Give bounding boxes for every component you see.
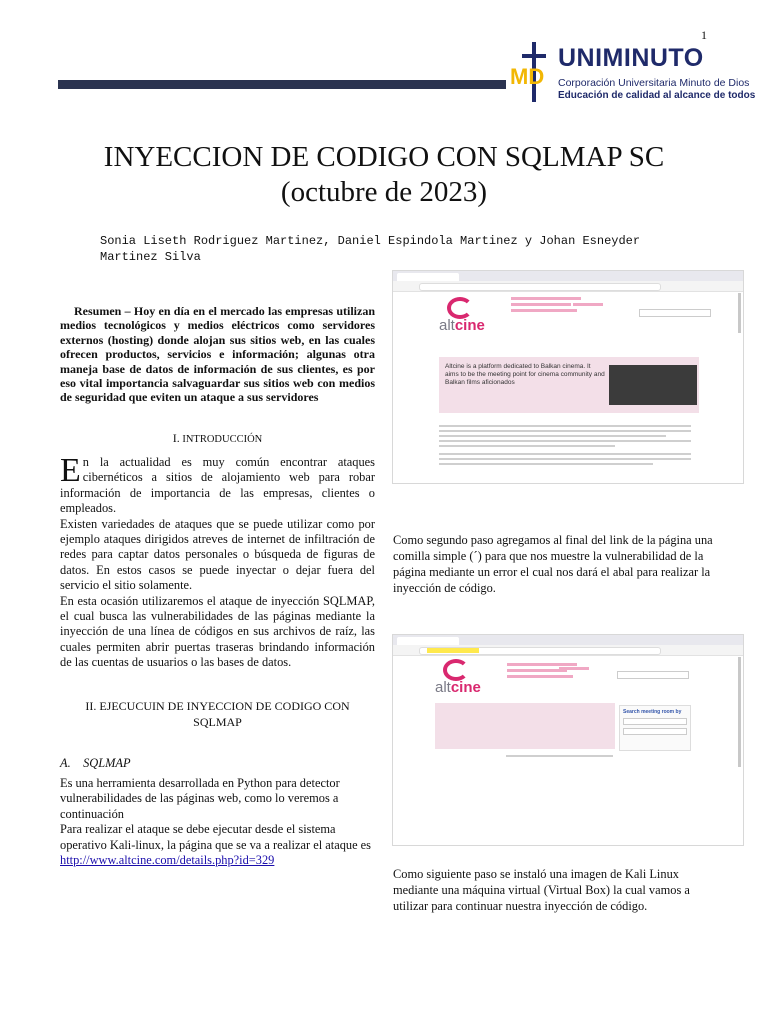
sqlmap-paragraph-2	[60, 822, 375, 868]
section-2-title: EJECUCUIN DE INYECCION DE CODIGO CON SQLMAP	[99, 699, 350, 729]
subsection-a-heading	[60, 756, 375, 771]
browser-tab-bar	[393, 271, 743, 281]
altcine-banner	[439, 357, 699, 413]
nav-item	[507, 675, 573, 678]
section-1-numeral: I.	[172, 431, 180, 445]
browser-url-bar	[393, 645, 743, 656]
sqlmap-paragraph-2-text: Para realizar el ataque se debe ejecutar desde el sistema operativo Kali-linux, la página que se va a realizar el ataque es	[60, 822, 372, 852]
md-monogram-icon	[508, 40, 558, 106]
section-2-numeral: II.	[85, 699, 97, 713]
browser-tab-bar	[393, 635, 743, 645]
sqlmap-paragraph-1: Es una herramienta desarrollada en Python para detector vulnerabilidades de las páginas web, como lo veremos a continuación	[60, 776, 340, 821]
scrollbar	[738, 293, 741, 333]
title-line-2: (octubre de 2023)	[280, 176, 488, 208]
nav-item	[507, 669, 567, 672]
nav-item	[511, 303, 571, 306]
side-box-title: Search meeting room by	[623, 709, 682, 715]
logo-suffix: cine	[454, 317, 485, 334]
dropcap: E	[60, 452, 81, 489]
browser-url-bar	[393, 281, 743, 292]
nav-item	[511, 309, 577, 312]
banner-text: Altcine is a platform dedicated to Balkan cinema. It aims to be the meeting point for cinema community and Balkan films aficionados	[445, 363, 605, 386]
header-rule	[58, 80, 506, 89]
highlighted-url	[427, 648, 479, 653]
meeting-room-search-box	[619, 705, 691, 751]
intro-paragraph-3: En esta ocasión utilizaremos el ataque de inyección SQLMAP, el cual busca las vulnerabilidades de las páginas mediante la inyección de una línea de códigos en sus archivos de raíz, las cuales permiten abrir puertas traseras brindando información de las cuentas de usuarios o las bases de datos.	[60, 593, 375, 670]
browser-screenshot-1	[392, 270, 744, 484]
altcine-banner	[435, 703, 615, 749]
body-text-lines	[439, 425, 691, 468]
logo-prefix: alt	[439, 317, 455, 334]
section-1-title: INTRODUCCIÓN	[182, 434, 263, 445]
logo-prefix: alt	[435, 679, 451, 696]
altcine-link[interactable]: http://www.altcine.com/details.php?id=329	[60, 853, 275, 868]
authors: Sonia Liseth Rodriguez Martinez, Daniel Espindola Martinez y Johan Esneyder Martinez Silva	[100, 234, 641, 264]
nav-item	[573, 303, 603, 306]
browser-screenshot-2	[392, 634, 744, 846]
tagline: Educación de calidad al alcance de todos	[558, 90, 756, 101]
corporation-name: Corporación Universitaria Minuto de Dios	[558, 77, 750, 89]
body-text-lines	[435, 755, 613, 760]
abstract: Resumen – Hoy en día en el mercado las empresas utilizan medios tecnológicos y medios eléctricos como servidores externos (hosting) donde alojan sus sitios web, en las cuales ofrecen productos, servicios e información; algunas otra maneja base de datos de información de sus clientes, es por eso vital importancia salvaguardar sus sitios web con medios de seguridad que eviten un ataque a sus servidores	[60, 304, 375, 405]
nav-item	[511, 297, 581, 300]
nav-item	[559, 667, 589, 670]
section-2-heading	[60, 698, 375, 730]
intro-paragraph-2: Existen variedades de ataques que se puede utilizar como por ejemplo ataques dirigidos atreves de internet de infiltración de redes para captar datos personales o búsqueda de figuras de datos. En estos casos se puede inyectar o dejar fuera del servicio el sitio solamente.	[60, 516, 375, 593]
banner-thumbnail	[609, 365, 697, 405]
scrollbar	[738, 657, 741, 767]
intro-paragraph-1: n la actualidad es muy común encontrar ataques cibernéticos a sitios de alojamiento web para robar información de importancia de las empresas, clientes o empleados.	[60, 455, 375, 516]
introduction-text	[60, 452, 375, 671]
subsection-a-title: SQLMAP	[83, 756, 131, 770]
step-3-text: Como siguiente paso se instaló una imagen de Kali Linux mediante una máquina virtual (Virtual Box) la cual vamos a utilizar para continuar nuestra inyección de código.	[393, 867, 690, 913]
nav-item	[507, 663, 577, 666]
search-input	[617, 671, 689, 679]
step-2-text: Como segundo paso agregamos al final del link de la página una comilla simple (´) para que nos muestre la vulnerabilidad de la página mediante un error el cual nos dará el abal para realizar la inyección de código.	[393, 533, 713, 595]
altcine-logo	[439, 317, 485, 334]
monogram-text: MD	[510, 64, 545, 89]
brand-name: UNIMINUTO	[558, 44, 704, 72]
uniminuto-logo	[508, 40, 756, 108]
logo-suffix: cine	[450, 679, 481, 696]
subsection-a-letter: A.	[60, 756, 71, 770]
sqlmap-text	[60, 776, 375, 868]
altcine-logo	[435, 679, 481, 696]
search-input	[639, 309, 711, 317]
title-line-1: INYECCION DE CODIGO CON SQLMAP SC	[103, 141, 665, 173]
page-title	[0, 140, 768, 210]
section-1-heading	[60, 431, 375, 447]
page-number: 1	[701, 28, 707, 42]
